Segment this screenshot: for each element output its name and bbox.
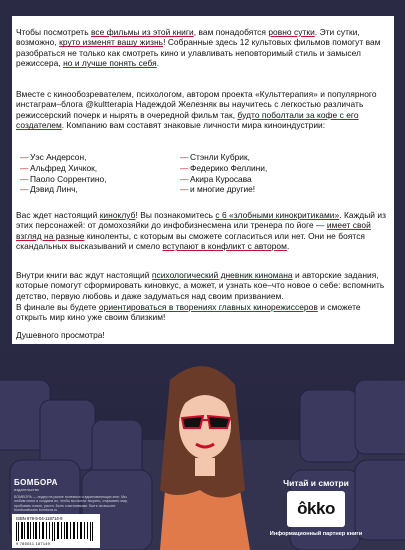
woman-with-sunglasses-illustration — [160, 366, 250, 550]
publisher-social-links: bomborabooks bombora.ru — [14, 508, 58, 512]
list-item: — Альфред Хичкок, — [20, 162, 98, 173]
list-item: — Акира Куросава — [180, 173, 252, 184]
partner-label: Информационный партнер книги — [269, 531, 363, 537]
publisher-logo: БОМБОРА — [14, 478, 58, 487]
list-item: — Дэвид Линч, — [20, 184, 78, 195]
okko-logo-text: ôkko — [297, 499, 335, 518]
barcode-bars-icon — [16, 522, 96, 541]
watch-label: Читай и смотри — [283, 478, 349, 488]
list-item: — Стэнли Кубрик, — [180, 152, 250, 162]
author-paragraph: Вместе с кинообозревателем, психологом, автором проекта «Культтерапия» и популярного инстаграм–блога @kultterapia Надеждой Железняк вы научитесь с легкостью различать режиссерский почерк и нырять в очередной фильм так, будто поболтали за кофе с его создателем. Компанию вам составят знаковые личности мира киноиндустрии: — [16, 89, 377, 131]
barcode-digits: 9 785041 187149 — [16, 542, 51, 546]
barcode — [12, 514, 100, 548]
directors-right-column — [180, 152, 267, 195]
intro-paragraph: Чтобы посмотреть все фильмы из этой книги, вам понадобятся ровно сутки. Эти сутки, возможно, круто изменят вашу жизнь! Собранные здесь 12 культовых фильмов помогут вам разобраться не только как смотреть кино и улавливать неповторимый стиль и замысел режиссера, но и лучше понять себя. — [16, 27, 381, 69]
isbn-number: ISBN 978-5-04-118714-9 — [16, 516, 63, 521]
okko-logo — [287, 491, 345, 527]
publisher-imprint: БОМБОРА — лидер на рынке полезных и вдохновляющих книг. Мы любим книги и создаем их, чтобы вы могли творить, открывать мир, пробовать новое, расти. Быть счастливыми. Быть на высоте. — [14, 495, 128, 508]
kinoklub-paragraph: Вас ждет настоящий киноклуб! Вы познакомитесь с 6 «злобными кинокритиками». Каждый из этих персонажей: от домохозяйки до инфобизнесмена или тренера по йоге — имеет свой взгляд на разные киноленты, с которым вы сможете согласиться или нет. Они не боятся скандальных высказываний и смело вступают в конфликт с автором. — [16, 210, 387, 252]
list-item: — Паоло Соррентино, — [20, 173, 107, 184]
list-item: — Уэс Андерсон, — [20, 152, 87, 162]
list-item: — и многие другие! — [180, 184, 256, 195]
publisher-subtitle: издательство — [14, 487, 39, 492]
list-item: — Федерико Феллини, — [180, 162, 268, 173]
closing-line: Душевного просмотра! — [16, 330, 105, 340]
inside-paragraph: Внутри книги вас ждут настоящий психологический дневник киномана и авторские задания, которые помогут сформировать киновкус, а может, и узнать кое–что новое о себе: вспомнить детство, первую любовь и даже задуматься над своим призванием. — [16, 270, 385, 301]
directors-left-column — [20, 152, 107, 195]
finale-paragraph: В финале вы будете ориентироваться в творениях главных кинорежиссеров и сможете открыть мир кино уже своим близким! — [16, 302, 361, 323]
